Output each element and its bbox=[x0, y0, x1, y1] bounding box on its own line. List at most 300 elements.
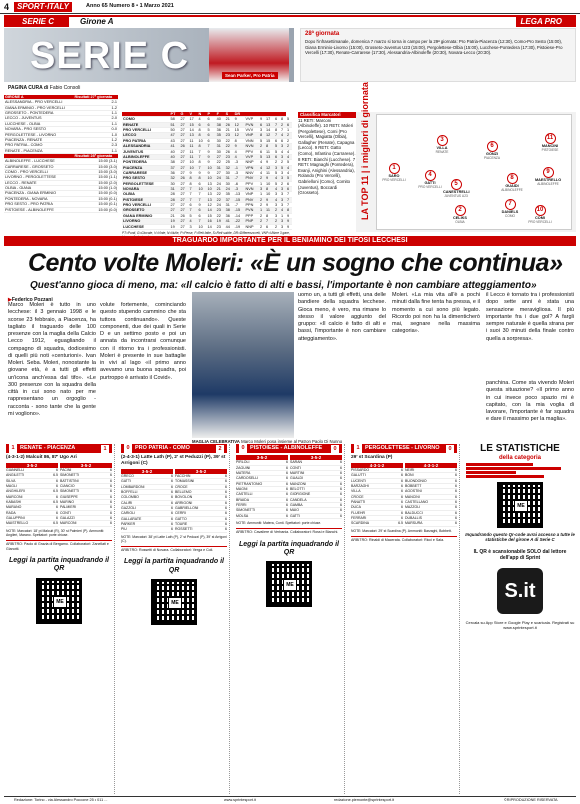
player-name: BUONDONIO bbox=[405, 478, 427, 483]
table-cell: 6 bbox=[207, 133, 216, 138]
player-number: 6 bbox=[487, 141, 498, 152]
table-cell: LECCO bbox=[122, 133, 170, 138]
table-cell: 15:00 (0-1) bbox=[73, 196, 118, 201]
table-cell: 15:00 (1-0) bbox=[73, 186, 118, 191]
table-cell: 27 bbox=[179, 149, 188, 154]
player-number: 4 bbox=[425, 170, 436, 181]
table-cell: 9 bbox=[188, 170, 197, 175]
table-cell: ALBINOLEFFE bbox=[122, 154, 170, 159]
table-cell: 36 bbox=[216, 128, 225, 133]
score-home: 1 bbox=[9, 444, 17, 453]
top11-player bbox=[497, 199, 523, 218]
player-rating: 6 bbox=[401, 489, 403, 494]
player-name: CERRI bbox=[175, 511, 186, 516]
table-cell: 6 bbox=[198, 122, 207, 127]
formation: 3-5-2 bbox=[60, 463, 112, 468]
player-name: MARCONI bbox=[6, 494, 23, 499]
table-cell: 3 bbox=[280, 192, 286, 197]
player-name: PARKER bbox=[121, 521, 136, 526]
player-rating: 6.5 bbox=[398, 521, 403, 526]
table-cell: 26 bbox=[179, 213, 188, 218]
table-cell: LUCCHESE - OLBIA bbox=[4, 121, 73, 126]
table-cell: 17 bbox=[265, 117, 274, 122]
table-cell: 27 bbox=[170, 208, 180, 213]
table-cell: 6 bbox=[259, 149, 265, 154]
table-cell: 2 bbox=[280, 122, 286, 127]
player-name: GUAIDI bbox=[505, 184, 519, 188]
table-cell: 10 bbox=[198, 138, 207, 143]
player-rating: 6 bbox=[286, 487, 288, 492]
stats-qr-code[interactable] bbox=[497, 482, 543, 528]
table-cell: PRO PATRIA bbox=[122, 138, 170, 143]
table-cell: 2 bbox=[259, 197, 265, 202]
formation: 4-3-1-2 bbox=[405, 463, 457, 468]
footer-far-right: ©RIPRODUZIONE RISERVATA bbox=[504, 798, 558, 802]
table-cell: 35 bbox=[216, 133, 225, 138]
player-team: PIACENZA bbox=[484, 155, 500, 160]
standings-header-cell: N bbox=[198, 112, 207, 117]
section-group: Girone A bbox=[80, 17, 114, 26]
table-cell: 9 bbox=[207, 154, 216, 159]
table-cell: 1-0 bbox=[73, 132, 118, 137]
player-rating: 6 bbox=[56, 494, 58, 499]
player-name: CANESTRELLI bbox=[443, 190, 470, 194]
table-cell: 24 bbox=[216, 203, 225, 208]
table-cell: 14 bbox=[265, 128, 274, 133]
table-cell: 24 bbox=[216, 181, 225, 186]
table-row bbox=[122, 154, 292, 159]
lineup-row bbox=[290, 514, 342, 519]
table-cell: 6 bbox=[207, 138, 216, 143]
table-cell: 1 bbox=[286, 128, 292, 133]
player-name: CANDELA bbox=[290, 497, 307, 502]
lineup-row bbox=[351, 521, 403, 526]
score-home: 1 bbox=[354, 444, 362, 453]
table-cell: 8 bbox=[274, 128, 280, 133]
table-cell: 2 bbox=[259, 203, 265, 208]
table-cell: 8 bbox=[280, 117, 286, 122]
match-notes: NOTE: Marcatori: 29' st Scardina (P). Ammoniti: Barzaghi, Bobbett. bbox=[351, 528, 452, 533]
table-cell: 44 bbox=[225, 224, 234, 229]
formation: 3-5-2 bbox=[121, 469, 173, 474]
player-name: ARRIGONI bbox=[175, 500, 193, 505]
table-cell: PRO SESTO - PRO PATRIA bbox=[4, 202, 73, 207]
article-col-2: volute fortemente, cominciando questo stupendo cammino che sta tuttora continuando». Queste componenti, due dei quali in Serie D e un settimo posto e poi un annata da incontrarsi comunque con il ritorno tra i professionisti. Moleri è presente in sue battaglie in vivi al lago «il primo anno avevamo una buona squadra, poi purtroppo è arrivato il Covid». bbox=[100, 302, 186, 381]
player-rating: 6 bbox=[286, 497, 288, 502]
table-cell: PISTOIESE - ALBINOLEFFE bbox=[4, 207, 73, 212]
player-team: ALBINOLEFFE bbox=[501, 187, 523, 192]
table-cell: 15:00 (2-0) bbox=[73, 180, 118, 185]
table-cell: 9 bbox=[207, 170, 216, 175]
standings-header-cell: PT bbox=[170, 112, 180, 117]
player-team: COMO bbox=[505, 213, 515, 218]
table-cell: 15:00 (0-1) bbox=[73, 202, 118, 207]
match-result: (4-3-1-2) Malcuit 86, 87' Ugo Ari bbox=[6, 455, 77, 460]
table-cell: 13 bbox=[207, 181, 216, 186]
table-cell: PPN bbox=[245, 203, 260, 208]
table-cell: 3 bbox=[280, 219, 286, 224]
player-rating: 6 bbox=[56, 478, 58, 483]
table-cell: 2 bbox=[259, 176, 265, 181]
table-cell: CARRARESE - GROSSETO bbox=[4, 164, 73, 169]
table-cell: 12 bbox=[207, 203, 216, 208]
table-cell: 11 bbox=[188, 149, 197, 154]
table-cell: 21 bbox=[225, 117, 234, 122]
top11-player bbox=[499, 173, 525, 192]
table-cell: 5 bbox=[286, 117, 292, 122]
lineup-col bbox=[6, 463, 58, 527]
player-name: CONTI bbox=[290, 465, 301, 470]
player-number: 5 bbox=[451, 179, 462, 190]
table-cell: -14 bbox=[234, 213, 245, 218]
table-cell: 7 bbox=[286, 203, 292, 208]
player-name: GALAZZI bbox=[60, 516, 75, 521]
player-rating: 6 bbox=[110, 516, 112, 521]
table-cell: 4 bbox=[286, 165, 292, 170]
table-cell: 27 bbox=[179, 154, 188, 159]
player-rating: 6 bbox=[171, 500, 173, 505]
player-rating: 6 bbox=[286, 481, 288, 486]
table-cell: 8 bbox=[265, 144, 274, 149]
issue-info: Anno 65 Numero 8 • 1 Marzo 2021 bbox=[86, 3, 174, 9]
table-cell: -1 bbox=[234, 165, 245, 170]
table-cell: 3 bbox=[274, 165, 280, 170]
table-cell: 7 bbox=[198, 219, 207, 224]
table-cell: 14 bbox=[207, 208, 216, 213]
table-cell: 7 bbox=[198, 154, 207, 159]
table-cell: 27 bbox=[179, 187, 188, 192]
table-cell: 3 bbox=[274, 203, 280, 208]
table-cell: 7 bbox=[188, 192, 197, 197]
player-name: BARZAGHI bbox=[351, 484, 369, 489]
table-cell: 24 bbox=[225, 187, 234, 192]
table-cell: 11 bbox=[188, 144, 197, 149]
table-cell: 9 bbox=[207, 160, 216, 165]
article-col-3: uomo un, a tutti gli effetti, una delle bandiere della squadra lecchese. Gioca meno, è vero, ma rimane lo stesso il valore aggiunto del gruppo: «Il calcio è fatto di alti e bassi, l'importante è non cambiare atteggiamento». bbox=[298, 292, 386, 342]
table-cell: 7 bbox=[198, 192, 207, 197]
player-team: JUVENTUS U23 bbox=[444, 193, 468, 198]
byline-prefix: PAGINA CURA di bbox=[8, 85, 49, 91]
standings-note: PT=Punti, G=Giocate, V=Vinte, N=Nulle, P=Perse, F=Reti fatte, S=Reti subite, DR=Differenza reti, VNP=Ultime 3 gare, bbox=[122, 231, 290, 235]
article-col-5: il Lecco è tornato tra i professionisti dopo sette anni è stata una sensazione meravigliosa. Il più importante fra i due gol? A fargli sempre naturale è quella strana per i suoi 30 minuti della finale contro quella a sorpresa». bbox=[486, 292, 574, 342]
player-caption: Sean Parker, Pro Patria bbox=[222, 72, 278, 79]
player-name: TOURE bbox=[175, 521, 188, 526]
player-rating: 6 bbox=[225, 505, 227, 510]
player-rating: 6 bbox=[110, 484, 112, 489]
table-cell: NVN bbox=[245, 144, 260, 149]
app-icon[interactable]: S.it bbox=[497, 568, 543, 614]
match-qr-code[interactable] bbox=[266, 561, 312, 607]
table-cell: 7 bbox=[207, 144, 216, 149]
lineup-row bbox=[175, 527, 227, 532]
table-cell: 1 bbox=[259, 181, 265, 186]
table-cell: 21 bbox=[170, 213, 180, 218]
player-name: LUCENTI bbox=[351, 478, 366, 483]
table-cell: 1-1 bbox=[73, 148, 118, 153]
table-cell: 3 bbox=[280, 203, 286, 208]
table-cell: OLBIA bbox=[122, 192, 170, 197]
player-rating: 6 bbox=[401, 478, 403, 483]
match-result: 29' st Scardina (P) bbox=[351, 455, 393, 460]
player-name: MANCINI bbox=[541, 144, 559, 148]
player-name: TOMASSINI bbox=[175, 479, 195, 484]
table-cell: -15 bbox=[234, 208, 245, 213]
player-rating: 6 bbox=[110, 505, 112, 510]
table-cell: 23 bbox=[225, 133, 234, 138]
table-cell: 8 bbox=[234, 138, 245, 143]
top11-player bbox=[443, 179, 469, 198]
table-cell: 15 bbox=[188, 122, 197, 127]
match-referee: ARBITRO: Rossetti di Novara. Collaboratori: Verga e Coli. bbox=[121, 546, 227, 552]
player-name: GIORGIONE bbox=[290, 492, 311, 497]
player-name: PALMIERI bbox=[60, 505, 77, 510]
table-cell: -7 bbox=[234, 176, 245, 181]
table-cell: 10 bbox=[207, 165, 216, 170]
standings-header-cell: G bbox=[179, 112, 188, 117]
player-name: GIANNELLI bbox=[6, 468, 25, 473]
score-home: 0 bbox=[124, 444, 132, 453]
table-cell: 9 bbox=[198, 170, 207, 175]
player-rating: 6 bbox=[401, 484, 403, 489]
player-rating: 6 bbox=[56, 516, 58, 521]
table-cell: 14 bbox=[188, 128, 197, 133]
table-cell: 27 bbox=[179, 128, 188, 133]
player-rating: 6 bbox=[225, 521, 227, 526]
table-cell: 6 bbox=[280, 138, 286, 143]
table-cell: 22 bbox=[216, 160, 225, 165]
player-rating: 6 bbox=[455, 500, 457, 505]
player-name: MAIO bbox=[290, 508, 299, 513]
player-rating: 6.5 bbox=[53, 521, 58, 526]
table-cell: -3 bbox=[234, 187, 245, 192]
table-cell: 6 bbox=[286, 122, 292, 127]
player-name: BELOTTI bbox=[290, 487, 305, 492]
table-cell: GIANA ERMINIO bbox=[122, 213, 170, 218]
player-name: KABASHI bbox=[6, 500, 22, 505]
lineup-row bbox=[405, 521, 457, 526]
table-cell: 7 bbox=[198, 149, 207, 154]
table-cell: 27 bbox=[216, 154, 225, 159]
table-cell: 13 bbox=[188, 133, 197, 138]
player-name: SIMONETTI bbox=[60, 473, 80, 478]
table-cell: 3 bbox=[280, 144, 286, 149]
player-rating: 6 bbox=[110, 510, 112, 515]
table-cell: 6 bbox=[286, 187, 292, 192]
table-cell: -6 bbox=[234, 181, 245, 186]
table-row bbox=[122, 203, 292, 208]
table-cell: 11 bbox=[188, 154, 197, 159]
table-cell: 17 bbox=[188, 117, 197, 122]
match-notes: NOTE: Marcatori: 18' pt Malcuit (R), 30' st Palmieri (P). Ammoniti: Angileri, Marano. Spettatori: porte chiuse. bbox=[6, 528, 105, 537]
player-rating: 6 bbox=[401, 468, 403, 473]
player-name: SARAN bbox=[290, 460, 303, 465]
table-cell: 23 bbox=[225, 154, 234, 159]
match-title: RENATE - PIACENZA bbox=[20, 445, 76, 451]
formation: 3-5-2 bbox=[290, 455, 342, 460]
table-cell: 13 bbox=[207, 192, 216, 197]
player-name: CROCE bbox=[351, 494, 364, 499]
stats-subtitle: della categoria bbox=[498, 454, 542, 461]
match-qr-code[interactable] bbox=[36, 578, 82, 624]
table-cell: PVN bbox=[245, 122, 260, 127]
stats-qr-note: IL QR è scansionabile SOLO dal lettore dell'app di Sprint bbox=[473, 549, 567, 562]
top11-player bbox=[429, 135, 455, 154]
table-cell: 36 bbox=[170, 170, 180, 175]
table-cell: -3 bbox=[234, 160, 245, 165]
table-cell: 4 bbox=[259, 165, 265, 170]
table-row bbox=[122, 224, 292, 229]
table-cell: NOVARA - PRO SESTO bbox=[4, 127, 73, 132]
lineup-col bbox=[236, 455, 288, 519]
table-cell: PONTEDERA bbox=[122, 160, 170, 165]
player-name: PACINI bbox=[60, 468, 72, 473]
match-qr-code[interactable] bbox=[151, 579, 197, 625]
standings-table bbox=[122, 112, 292, 230]
player-name: FERRI bbox=[236, 503, 247, 508]
player-name: GAZZOLI bbox=[121, 505, 136, 510]
table-cell: 15:00 (0-0) bbox=[73, 191, 118, 196]
table-cell: PIACENZA - GIANA ERMINIO bbox=[4, 191, 73, 196]
table-cell: 31 bbox=[216, 165, 225, 170]
table-cell: VVP bbox=[245, 117, 260, 122]
player-rating: 6 bbox=[401, 494, 403, 499]
table-cell: 9 bbox=[234, 144, 245, 149]
player-rating: 6 bbox=[110, 489, 112, 494]
table-cell: 12 bbox=[265, 165, 274, 170]
table-cell: 1-1 bbox=[73, 121, 118, 126]
player-name: CARDOSELLI bbox=[236, 476, 259, 481]
player-rating: 6 bbox=[340, 503, 342, 508]
stats-bars-icon bbox=[464, 463, 576, 478]
table-cell: 26 bbox=[179, 176, 188, 181]
table-cell: 9 bbox=[286, 213, 292, 218]
match-box bbox=[119, 444, 230, 794]
top11-box bbox=[356, 82, 576, 232]
player-name: SIMONETTI bbox=[60, 489, 80, 494]
table-cell: 7 bbox=[198, 165, 207, 170]
table-cell: 38 bbox=[216, 122, 225, 127]
next-round-title: 28ª giornata bbox=[305, 31, 340, 37]
table-cell: 27 bbox=[179, 133, 188, 138]
lineup-col bbox=[351, 463, 403, 527]
table-cell: 22 bbox=[225, 144, 234, 149]
match-header bbox=[121, 444, 227, 453]
player-rating: 6 bbox=[455, 484, 457, 489]
next-round-text: Dopo l'infrasettimanale, domenica 7 marzo si torna in campo per la 29ª giornata: Pro Patria-Piacenza (12:30), Como-Pro Sesto (15:00), Giana Erminio-Livorno (15:00), Grosseto-Juventus U23 (15:00), Pergolettese-Olbia (15:00), Lucchese-Pontedera (17:30), Pistoiese-Pro Vercelli (17:30), Renate-Carrarese (17:30), Alessandria-Albinoleffe (20:30), Novara-Lecco (20:30). bbox=[305, 39, 563, 56]
table-cell: 2 bbox=[274, 208, 280, 213]
player-name: SCARDINA bbox=[351, 521, 370, 526]
player-rating: 6 bbox=[171, 489, 173, 494]
table-row bbox=[122, 144, 292, 149]
player-rating: 6 bbox=[340, 513, 342, 518]
player-number: 2 bbox=[455, 205, 466, 216]
score-away: 0 bbox=[331, 445, 339, 454]
table-cell: 28 bbox=[170, 197, 180, 202]
player-name: BOVOLON bbox=[175, 495, 193, 500]
table-cell: 4 bbox=[274, 176, 280, 181]
player-name: MAESTRELLO bbox=[535, 178, 562, 182]
table-cell: 6 bbox=[198, 213, 207, 218]
table-cell: 10 bbox=[207, 176, 216, 181]
table-cell: 6 bbox=[274, 117, 280, 122]
table-cell: 24 bbox=[216, 176, 225, 181]
player-rating: 6 bbox=[225, 516, 227, 521]
top11-player bbox=[527, 205, 553, 224]
table-cell: LUCCHESE bbox=[122, 224, 170, 229]
table-cell: -19 bbox=[234, 224, 245, 229]
table-cell: 23 bbox=[216, 208, 225, 213]
player-name: BALDUCCI bbox=[405, 510, 423, 515]
table-cell: VNP bbox=[245, 192, 260, 197]
lineups bbox=[6, 463, 112, 527]
table-cell: 11 bbox=[265, 208, 274, 213]
table-cell: 27 bbox=[179, 192, 188, 197]
player-rating: 6 bbox=[401, 473, 403, 478]
table-cell: 21 bbox=[225, 128, 234, 133]
table-cell: PNP bbox=[245, 219, 260, 224]
table-cell: 5 bbox=[274, 181, 280, 186]
player-rating: 6 bbox=[340, 497, 342, 502]
player-rating: 6 bbox=[286, 503, 288, 508]
player-name: BONI bbox=[405, 473, 414, 478]
player-rating: 6 bbox=[110, 521, 112, 526]
player-name: RADA bbox=[6, 510, 16, 515]
lineup-col bbox=[175, 469, 227, 533]
top11-label bbox=[358, 82, 374, 222]
table-cell: 58 bbox=[170, 117, 180, 122]
player-rating: 6 bbox=[455, 494, 457, 499]
player-name: VILLA bbox=[436, 146, 448, 150]
table-cell: PNV bbox=[245, 197, 260, 202]
table-cell: GROSSETO - PONTEDERA bbox=[4, 111, 73, 116]
player-rating: 6 bbox=[56, 484, 58, 489]
table-cell: PNV bbox=[245, 176, 260, 181]
table-row bbox=[4, 207, 118, 212]
table-cell: -15 bbox=[234, 197, 245, 202]
scorers-box bbox=[298, 112, 356, 232]
player-rating: 6 bbox=[455, 473, 457, 478]
table-cell: PPV bbox=[245, 181, 260, 186]
player-rating: 6 bbox=[455, 505, 457, 510]
table-cell: PONTEDERA - NOVARA bbox=[4, 196, 73, 201]
player-name: MANCINI bbox=[405, 494, 420, 499]
next-round-box bbox=[300, 28, 576, 82]
table-cell: 9 bbox=[259, 117, 265, 122]
table-cell: 41 bbox=[170, 144, 180, 149]
match-title: PERGOLETTESE - LIVORNO bbox=[365, 445, 440, 451]
table-cell: CARRARESE bbox=[122, 170, 170, 175]
table-cell: 8 bbox=[188, 181, 197, 186]
table-cell: 27 bbox=[179, 117, 188, 122]
player-name: COLOMBO bbox=[121, 495, 139, 500]
table-cell: 19 bbox=[170, 224, 180, 229]
table-cell: 1 bbox=[259, 192, 265, 197]
match-header bbox=[6, 444, 112, 453]
app-instructions: Cercala su App Store e Google Play e scaricala. Registrati su www.sprintesport.it bbox=[465, 619, 575, 630]
table-cell: -3 bbox=[234, 170, 245, 175]
table-cell: 6 bbox=[207, 122, 216, 127]
lineup-row bbox=[121, 527, 173, 532]
results-header-cell: Risultati 28ª giornata bbox=[73, 153, 118, 158]
player-rating: 6 bbox=[225, 479, 227, 484]
table-cell: 4 bbox=[286, 170, 292, 175]
table-cell: OLBIA - GIANA bbox=[4, 186, 73, 191]
player-name: CALIRI bbox=[121, 500, 133, 505]
table-cell: 26 bbox=[225, 122, 234, 127]
table-cell: 4 bbox=[259, 160, 265, 165]
player-rating: 6 bbox=[225, 527, 227, 532]
player-rating: 6 bbox=[340, 492, 342, 497]
